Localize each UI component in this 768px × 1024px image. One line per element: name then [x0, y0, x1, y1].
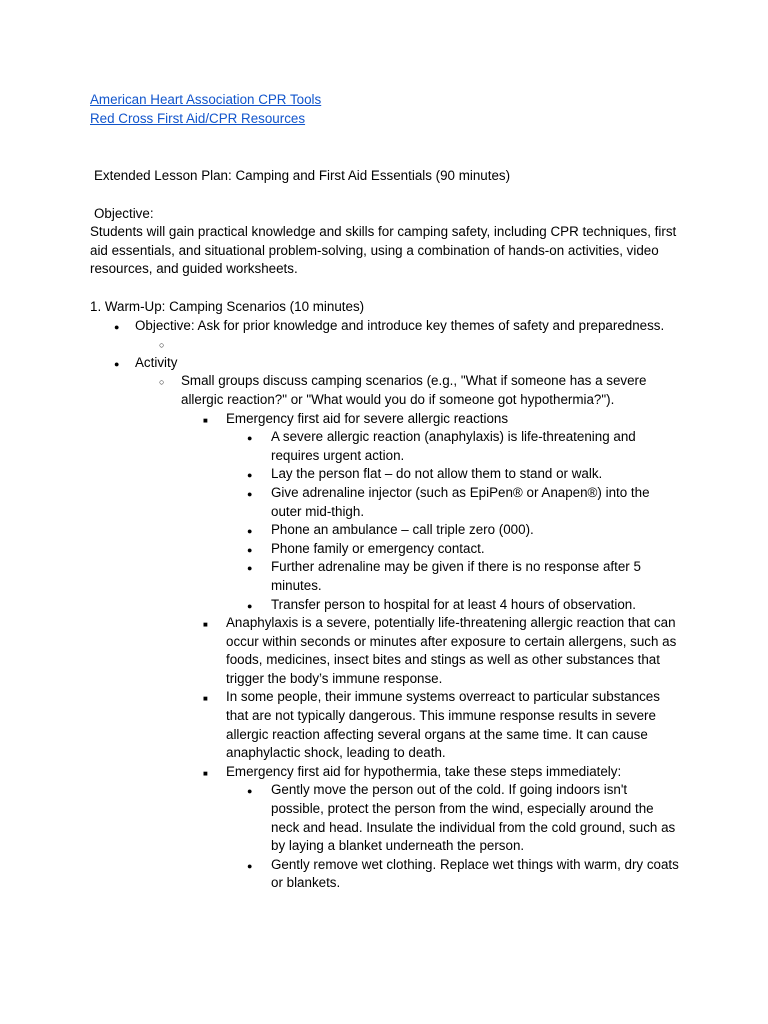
immune-info: In some people, their immune systems overreact to particular substances that are not typically dangerous. This immune response results in severe allergic reaction affecting several organs at the same time. It can cause anaphylactic shock, leading to death. [226, 689, 660, 761]
allergy-step: Phone an ambulance – call triple zero (000). [271, 522, 534, 538]
empty-list-item [90, 335, 682, 354]
objective-item-text: Objective: Ask for prior knowledge and introduce key themes of safety and preparedness. [135, 317, 665, 333]
bullet-dot-icon [247, 428, 252, 448]
bullet-dot-icon [114, 354, 119, 374]
bullet-dot-icon [247, 484, 252, 504]
objective-label: Objective: [94, 206, 154, 221]
bullet-square-icon [203, 688, 208, 709]
list-item [90, 763, 682, 782]
allergy-heading: Emergency first aid for severe allergic reactions [226, 410, 509, 426]
link-aha-cpr-tools[interactable]: American Heart Association CPR Tools [90, 92, 322, 107]
bullet-dot-icon [247, 781, 252, 801]
hypothermia-step: Gently move the person out of the cold. If going indoors isn't possible, protect the person from the wind, especially around the neck and head. Insulate the individual from the cold ground, such as by laying a blanket underneath the person. [271, 782, 676, 854]
list-item [90, 614, 682, 688]
bullet-dot-icon [247, 596, 252, 616]
activity-label: Activity [135, 354, 178, 370]
list-item [90, 410, 682, 429]
bullet-dot-icon [114, 317, 119, 337]
list-item [90, 596, 682, 615]
list-item [90, 540, 682, 559]
bullet-dot-icon [247, 856, 252, 876]
activity-description: Small groups discuss camping scenarios (e.g., "What if someone has a severe allergic reaction?" or "What would you do if someone got hypothermia?"). [181, 373, 647, 407]
bullet-dot-icon [247, 465, 252, 485]
bullet-dot-icon [247, 521, 252, 541]
list-item [90, 372, 682, 409]
bullet-square-icon [203, 763, 208, 784]
bullet-square-icon [203, 410, 208, 431]
list-item [90, 428, 682, 465]
objective-text: Students will gain practical knowledge and skills for camping safety, including CPR techniques, first aid essentials, and situational problem-solving, using a combination of hands-on activities, video resources, and guided worksheets. [90, 224, 677, 277]
list-item [90, 688, 682, 762]
bullet-square-icon [203, 614, 208, 635]
bullet-circle-icon [159, 372, 164, 392]
bullet-dot-icon [247, 540, 252, 560]
section-warm-up [90, 298, 682, 893]
allergy-step: Transfer person to hospital for at least 4 hours of observation. [271, 596, 636, 612]
list-item [90, 781, 682, 855]
section-heading: 1. Warm-Up: Camping Scenarios (10 minutes) [90, 299, 365, 314]
list-item [90, 465, 682, 484]
list-item [90, 484, 682, 521]
resource-links [90, 91, 321, 128]
hypothermia-heading: Emergency first aid for hypothermia, take these steps immediately: [226, 763, 622, 779]
list-item [90, 317, 682, 336]
list-item [90, 521, 682, 540]
allergy-step: Phone family or emergency contact. [271, 540, 485, 556]
list-item [90, 856, 682, 893]
allergy-step: Give adrenaline injector (such as EpiPen® or Anapen®) into the outer mid-thigh. [271, 484, 650, 519]
list-item [90, 558, 682, 595]
link-red-cross-resources[interactable]: Red Cross First Aid/CPR Resources [90, 110, 306, 126]
hypothermia-step: Gently remove wet clothing. Replace wet things with warm, dry coats or blankets. [271, 856, 679, 891]
list-item [90, 354, 682, 373]
anaphylaxis-info: Anaphylaxis is a severe, potentially life-threatening allergic reaction that can occur within seconds or minutes after exposure to certain allergens, such as foods, medicines, insect bites and stings as well as other substances that trigger the body’s immune response. [226, 615, 677, 686]
allergy-step: Further adrenaline may be given if there is no response after 5 minutes. [271, 559, 641, 593]
allergy-step: Lay the person flat – do not allow them to stand or walk. [271, 466, 603, 482]
lesson-title: Extended Lesson Plan: Camping and First Aid Essentials (90 minutes) [94, 168, 511, 183]
bullet-dot-icon [247, 558, 252, 578]
bullet-circle-icon [159, 335, 164, 355]
allergy-step: A severe allergic reaction (anaphylaxis) is life-threatening and requires urgent action. [271, 429, 636, 463]
